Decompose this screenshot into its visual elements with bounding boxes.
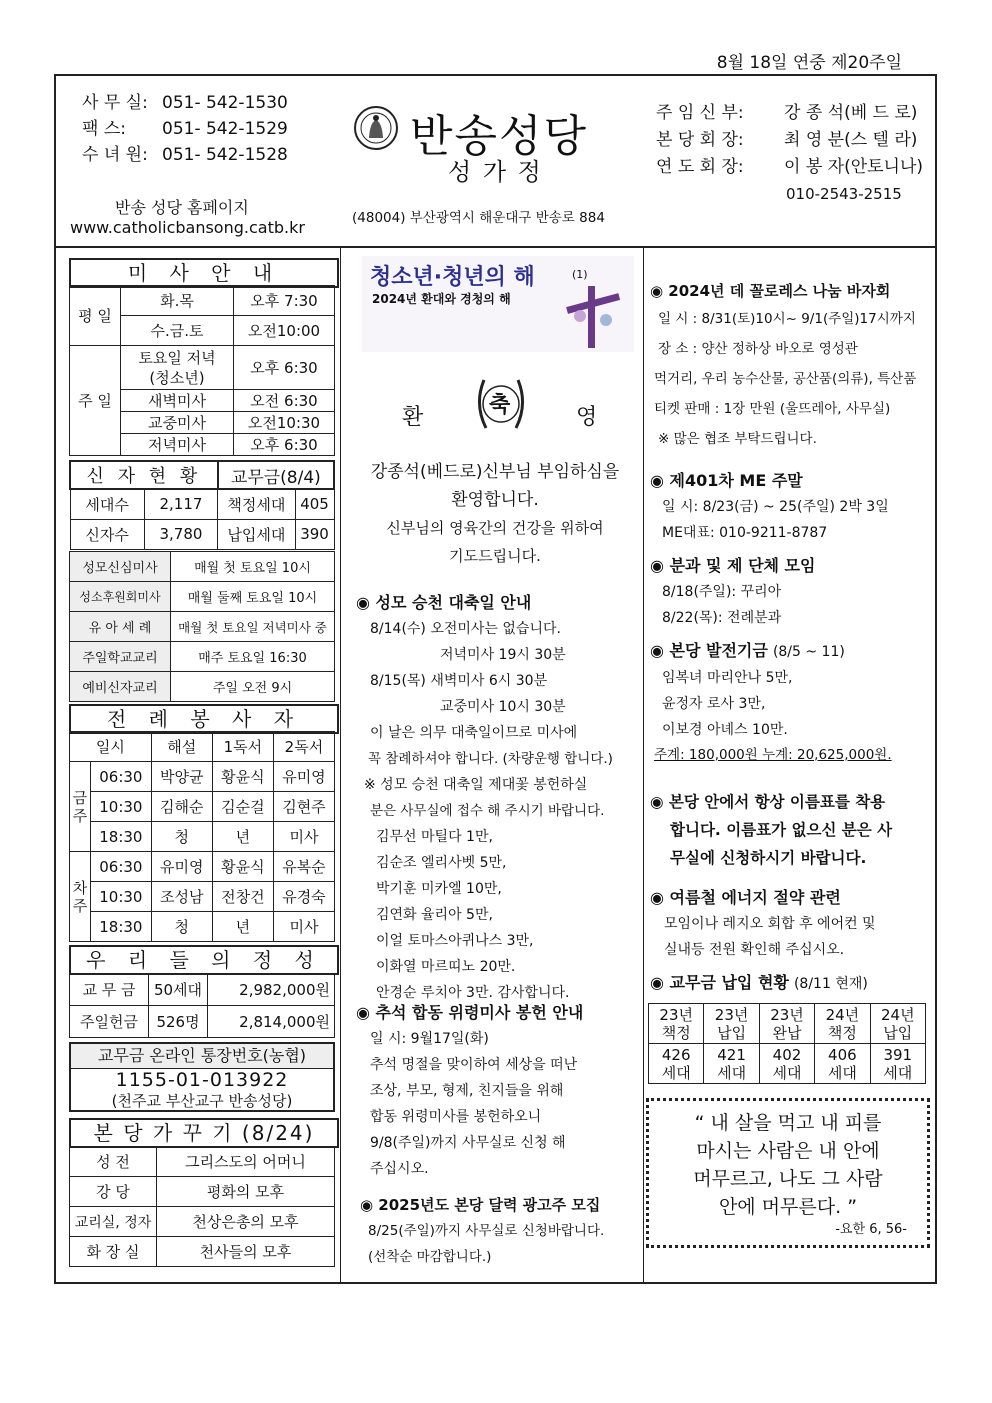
servers-cell: 유미영 [273, 762, 334, 792]
issue-date: 8월 18일 연중 제20주일 [716, 53, 902, 73]
chuseok-line: 조상, 부모, 형제, 친지들을 위해 [370, 1083, 564, 1099]
bazaar-body [650, 304, 934, 454]
servers-cell: 청 [151, 822, 212, 852]
schedule-label: 예비신자교리 [70, 672, 171, 702]
schedule-label: 성모신심미사 [70, 552, 171, 582]
calendar-line: 8/25(주일)까지 사무실로 신청바랍니다. [368, 1223, 605, 1239]
assumption-section [356, 590, 638, 1006]
mass-day: 저녁미사 [121, 434, 234, 456]
decor-place: 화 장 실 [70, 1237, 157, 1267]
staff-list [656, 100, 923, 208]
offering-cell: 주일헌금 [70, 1006, 149, 1038]
fund-status-value: 426 세대 [649, 1044, 704, 1084]
believers-cell: 세대수 [70, 489, 144, 519]
quote-line: “ 내 살을 먹고 내 피를 [694, 1112, 882, 1134]
schedule-label: 주일학교교리 [70, 642, 171, 672]
me-section [650, 468, 934, 546]
decor-title: 본 당 가 꾸 기 (8/24) [69, 1118, 339, 1148]
decor-place: 성 전 [70, 1147, 157, 1177]
fund-status-title: ◉ 교무금 납입 현황 [650, 973, 789, 992]
development-body [650, 665, 934, 743]
bazaar-section [650, 278, 934, 454]
assumption-line: 김순조 엘리사벳 5만, [376, 855, 507, 871]
chuseok-title: ◉ 추석 합동 위령미사 봉헌 안내 [356, 1003, 584, 1022]
believers-cell: 신자수 [70, 519, 144, 549]
bazaar-line: 티켓 판매 : 1장 만원 (울뜨레아, 사무실) [654, 401, 891, 417]
servers-header: 해설 [151, 732, 212, 762]
assumption-line: 김무선 마틸다 1만, [376, 829, 493, 845]
contact-value: 051- 542-1528 [162, 145, 288, 165]
assumption-line: 김연화 율리아 5만, [376, 907, 493, 923]
servers-cell: 조성남 [151, 882, 212, 912]
fund-status-header: 23년 납입 [704, 1004, 759, 1044]
assumption-line: 교중미사 10시 30분 [440, 699, 566, 715]
staff-role: 본 당 회 장: [656, 130, 744, 150]
quote-line: 머무르고, 나도 그 사람 [693, 1168, 883, 1190]
fund-status-value: 406 세대 [815, 1044, 870, 1084]
schedule-value: 매주 토요일 16:30 [171, 642, 335, 672]
quote-source: -요한 6, 56- [835, 1222, 907, 1237]
assumption-line: 8/14(수) 오전미사는 없습니다. [370, 621, 561, 637]
servers-cell: 06:30 [91, 852, 152, 882]
mass-weekday-label: 평 일 [70, 286, 121, 346]
quote-line: 마시는 사람은 내 안에 [696, 1140, 880, 1162]
contact-value: 051- 542-1529 [162, 119, 288, 139]
offering-cell: 526명 [149, 1006, 208, 1038]
servers-cell: 년 [212, 912, 273, 942]
chuseok-line: 합동 위령미사를 봉헌하오니 [370, 1109, 542, 1125]
welcome-text [350, 458, 640, 570]
welcome-center: 축 [489, 393, 511, 418]
assumption-line: 분은 사무실에 접수 해 주시기 바랍니다. [370, 803, 605, 819]
chuseok-section [356, 1000, 638, 1182]
servers-header: 일시 [70, 732, 152, 762]
energy-line: 모임이나 레지오 회합 후 에어컨 및 [664, 916, 876, 932]
schedule-value: 매월 첫 토요일 저녁미사 중 [171, 612, 335, 642]
servers-cell: 김해순 [151, 792, 212, 822]
fund-status-header: 23년 책정 [649, 1004, 704, 1044]
contact-label: 사 무 실: [82, 93, 148, 113]
nametag-body [650, 816, 934, 872]
servers-cell: 유경숙 [273, 882, 334, 912]
offering-cell: 50세대 [149, 974, 208, 1006]
schedule-label: 유 아 세 례 [70, 612, 171, 642]
servers-group-label: 금 주 [70, 762, 91, 852]
account-box [69, 1042, 335, 1112]
staff-role: 연 도 회 장: [656, 157, 744, 177]
energy-line: 실내등 전원 확인해 주십시오. [664, 942, 845, 958]
account-number: 1155-01-013922 [115, 1069, 289, 1091]
servers-header: 2독서 [273, 732, 334, 762]
calendar-body [360, 1218, 642, 1270]
fund-status-value: 391 세대 [870, 1044, 925, 1084]
contact-value: 051- 542-1530 [162, 93, 288, 113]
staff-name: 이 봉 자(안토니나) [784, 157, 924, 177]
nametag-line: 무실에 신청하시기 바랍니다. [670, 849, 867, 867]
servers-cell: 18:30 [91, 912, 152, 942]
servers-cell: 황윤식 [212, 762, 273, 792]
offering-title: 우 리 들 의 정 성 [69, 945, 339, 975]
mass-day: 화.목 [121, 286, 234, 316]
servers-table [69, 731, 335, 942]
schedule-label: 성소후원회미사 [70, 582, 171, 612]
church-address: (48004) 부산광역시 해운대구 반송로 884 [352, 210, 605, 226]
development-line: 윤정자 로사 3만, [662, 696, 766, 712]
chuseok-line: 일 시: 9월17일(화) [370, 1031, 489, 1047]
servers-cell: 10:30 [91, 882, 152, 912]
welcome-emblem [370, 368, 630, 448]
welcome-line: 신부님의 영육간의 건강을 위하여 [386, 519, 604, 537]
development-total: 주계: 180,000원 누계: 20,625,000원. [654, 747, 892, 763]
assumption-line: 저녁미사 19시 30분 [440, 647, 566, 663]
welcome-line: 환영합니다. [451, 490, 539, 510]
assumption-line: 이얼 토마스아퀴나스 3만, [376, 933, 534, 949]
chuseok-line: 추석 명절을 맞이하여 세상을 떠난 [370, 1057, 578, 1073]
groups-line: 8/18(주일): 꾸리아 [662, 584, 782, 600]
fund-status-header: 24년 책정 [815, 1004, 870, 1044]
mass-table [69, 285, 335, 456]
servers-cell: 황윤식 [212, 852, 273, 882]
assumption-line: 꼭 참례하셔야 합니다. (차량운행 합니다.) [368, 751, 613, 767]
calendar-line: (선착순 마감합니다.) [368, 1249, 492, 1265]
staff-name: 강 종 석(베 드 로) [784, 103, 918, 123]
youth-year-banner [362, 256, 634, 352]
assumption-line: 이화열 마르띠노 20만. [376, 959, 516, 975]
column-divider-left [340, 248, 341, 1284]
groups-body [650, 579, 934, 631]
believers-title: 신 자 현 황 [70, 461, 218, 489]
quote-line: 안에 머무른다. ” [718, 1196, 858, 1218]
chuseok-body [356, 1026, 638, 1182]
calendar-title: ◉ 2025년도 본당 달력 광고주 모집 [360, 1196, 601, 1214]
servers-cell: 06:30 [91, 762, 152, 792]
decor-place: 교리실, 정자 [70, 1207, 157, 1237]
mass-title: 미 사 안 내 [69, 258, 339, 288]
cross-icon [558, 282, 632, 350]
decor-team: 평화의 모후 [157, 1177, 335, 1207]
decor-team: 그리스도의 어머니 [157, 1147, 335, 1177]
believers-cell: 3,780 [144, 519, 217, 549]
groups-line: 8/22(목): 전례분과 [662, 610, 782, 626]
chuseok-line: 주십시오. [370, 1161, 429, 1177]
decor-team: 천사들의 모후 [157, 1237, 335, 1267]
me-title: ◉ 제401차 ME 주말 [650, 471, 803, 490]
fund-status-table [648, 1003, 926, 1084]
contact-label: 팩 스: [82, 119, 126, 139]
fund-status-header: 23년 완납 [759, 1004, 814, 1044]
account-title: 교무금 온라인 통장번호(농협) [71, 1044, 333, 1069]
servers-cell: 전창건 [212, 882, 273, 912]
welcome-line: 기도드립니다. [449, 547, 541, 565]
mass-time: 오전 6:30 [234, 390, 335, 412]
fund-status-value: 402 세대 [759, 1044, 814, 1084]
decor-place: 강 당 [70, 1177, 157, 1207]
welcome-line: 강종석(베드로)신부님 부임하심을 [370, 462, 620, 482]
assumption-title: ◉ 성모 승천 대축일 안내 [356, 593, 532, 612]
servers-cell: 미사 [273, 912, 334, 942]
bazaar-title: ◉ 2024년 데 꼴로레스 나눔 바자회 [650, 282, 891, 300]
column-divider-right [643, 248, 644, 1284]
development-line: 이보경 아녜스 10만. [662, 722, 788, 738]
bazaar-line: 먹거리, 우리 농수산물, 공산품(의류), 특산품 [654, 371, 917, 387]
fund-status-value: 421 세대 [704, 1044, 759, 1084]
fund-title: 교무금(8/4) [218, 461, 334, 489]
decor-table [69, 1146, 335, 1267]
assumption-body [356, 616, 638, 1006]
servers-title: 전 례 봉 사 자 [69, 704, 339, 734]
servers-cell: 김순걸 [212, 792, 273, 822]
servers-header: 1독서 [212, 732, 273, 762]
servers-cell: 박양균 [151, 762, 212, 792]
groups-title: ◉ 분과 및 제 단체 모임 [650, 556, 816, 575]
mass-sunday-label: 주 일 [70, 346, 121, 456]
mass-day: 토요일 저녁 (청소년) [121, 346, 234, 390]
bazaar-line: 장 소 : 양산 정하상 바오로 영성관 [658, 341, 858, 357]
assumption-line: 이 날은 의무 대축일이므로 미사에 [370, 725, 578, 741]
staff-name: 최 영 분(스 텔 라) [784, 130, 918, 150]
schedule-value: 매월 둘째 토요일 10시 [171, 582, 335, 612]
homepage-label: 반송 성당 홈페이지 [115, 198, 249, 217]
assumption-line: 안경순 루치아 3만. 감사합니다. [376, 985, 570, 1001]
bazaar-line: ※ 많은 협조 부탁드립니다. [658, 431, 817, 447]
calendar-section [360, 1192, 642, 1270]
servers-cell: 년 [212, 822, 273, 852]
nametag-line: 합니다. 이름표가 없으신 분은 사 [670, 821, 893, 839]
mass-day: 수.금.토 [121, 316, 234, 346]
staff-role: 주 임 신 부: [656, 103, 744, 123]
offering-cell: 2,982,000원 [208, 974, 335, 1006]
contact-list [82, 90, 288, 168]
schedule-value: 매월 첫 토요일 10시 [171, 552, 335, 582]
believers-cell: 책정세대 [218, 489, 295, 519]
offering-cell: 교 무 금 [70, 974, 149, 1006]
mass-day: 교중미사 [121, 412, 234, 434]
offering-cell: 2,814,000원 [208, 1006, 335, 1038]
assumption-line: 박기훈 미카엘 10만, [376, 881, 502, 897]
assumption-line: ※ 성모 승천 대축일 제대꽃 봉헌하실 [364, 777, 588, 793]
energy-title: ◉ 여름철 에너지 절약 관련 [650, 888, 841, 907]
servers-cell: 미사 [273, 822, 334, 852]
mass-time: 오후 6:30 [234, 346, 335, 390]
servers-group-label: 차 주 [70, 852, 91, 942]
believers-cell: 납입세대 [218, 519, 295, 549]
mass-time: 오후 7:30 [234, 286, 335, 316]
bazaar-line: 일 시 : 8/31(토)10시~ 9/1(주일)17시까지 [658, 311, 916, 327]
servers-cell: 유복순 [273, 852, 334, 882]
development-period: (8/5 ~ 11) [772, 644, 845, 660]
banner-subtitle: 2024년 환대와 경청의 해 [372, 292, 511, 306]
banner-title: 청소년·청년의 해 [370, 265, 535, 290]
mass-time: 오전10:00 [234, 316, 335, 346]
account-holder: (천주교 부산교구 반송성당) [111, 1092, 293, 1110]
mass-day: 새벽미사 [121, 390, 234, 412]
believers-cell: 390 [295, 519, 334, 549]
development-section [650, 638, 934, 767]
me-line: 일 시: 8/23(금) ~ 25(주일) 2박 3일 [662, 499, 889, 515]
fund-status-header: 24년 납입 [870, 1004, 925, 1044]
banner-num: (1) [572, 268, 588, 281]
nametag-section [650, 788, 934, 872]
chuseok-line: 9/8(주일)까지 사무실로 신청 해 [370, 1135, 566, 1151]
servers-cell: 10:30 [91, 792, 152, 822]
church-subtitle: 성 가 정 [448, 158, 543, 186]
homepage-url[interactable]: www.catholicbansong.catb.kr [70, 218, 305, 237]
welcome-left: 환 [402, 405, 424, 430]
groups-section [650, 553, 934, 631]
development-line: 임복녀 마리안나 5만, [662, 670, 793, 686]
servers-cell: 김현주 [273, 792, 334, 822]
development-title: ◉ 본당 발전기금 [650, 641, 768, 660]
scripture-quote-box [646, 1098, 930, 1248]
mass-time: 오전10:30 [234, 412, 335, 434]
servers-cell: 18:30 [91, 822, 152, 852]
church-name: 반송성당 [410, 111, 589, 162]
decor-team: 천상은총의 모후 [157, 1207, 335, 1237]
contact-label: 수 녀 원: [82, 145, 148, 165]
header-divider [54, 246, 937, 248]
offering-table [69, 973, 335, 1038]
staff-phone: 010-2543-2515 [786, 185, 902, 203]
believers-cell: 405 [295, 489, 334, 519]
servers-cell: 청 [151, 912, 212, 942]
mass-time: 오후 6:30 [234, 434, 335, 456]
servers-cell: 유미영 [151, 852, 212, 882]
assumption-line: 8/15(목) 새벽미사 6시 30분 [370, 673, 548, 689]
schedule-table [69, 551, 335, 702]
believers-cell: 2,117 [144, 489, 217, 519]
energy-body [650, 911, 934, 963]
fund-status-heading [650, 970, 934, 997]
welcome-right: 영 [576, 405, 598, 430]
me-body [650, 494, 934, 546]
fund-status-date: (8/11 현재) [793, 976, 868, 992]
schedule-value: 주일 오전 9시 [171, 672, 335, 702]
believers-table [69, 460, 335, 550]
nametag-title: ◉ 본당 안에서 항상 이름표를 착용 [650, 793, 886, 811]
me-line: ME대표: 010-9211-8787 [662, 525, 828, 541]
church-logo-icon [352, 104, 400, 152]
energy-section [650, 885, 934, 963]
